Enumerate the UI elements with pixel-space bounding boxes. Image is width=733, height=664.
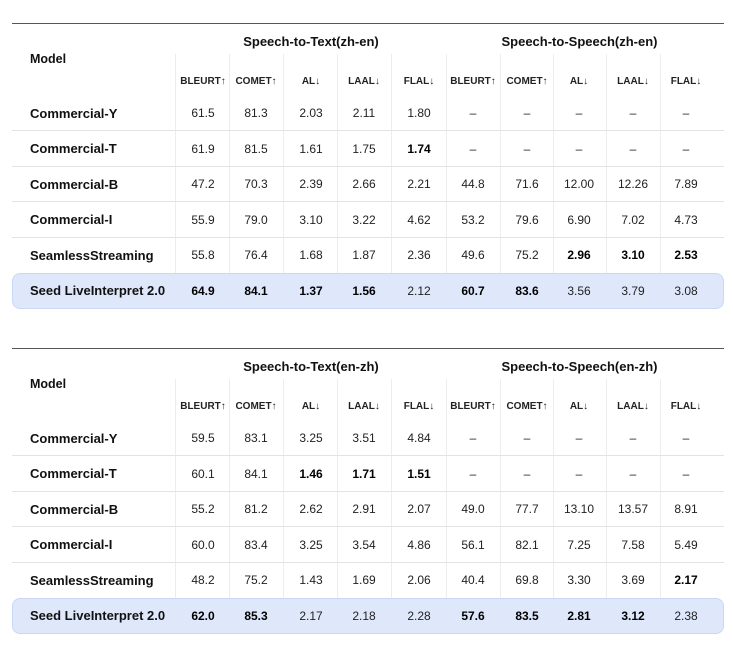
metric-value: 53.2 <box>461 212 485 227</box>
table-row <box>12 599 724 633</box>
metric-value: 79.6 <box>515 212 539 227</box>
metric-value: 2.53 <box>674 248 698 262</box>
group-header-speech-to-speech: Speech-to-Speech(zh-en) <box>501 34 658 49</box>
metric-value: 2.17 <box>674 573 698 587</box>
metric-value: 60.7 <box>461 283 485 298</box>
table-row <box>12 457 724 492</box>
results-table-2 <box>12 348 724 638</box>
metric-header: AL↓ <box>569 75 589 87</box>
model-name: Seed LiveInterpret 2.0 <box>30 608 166 623</box>
metric-value: 2.81 <box>567 608 591 623</box>
metric-value: 2.62 <box>299 502 323 516</box>
metric-value: 40.4 <box>461 573 485 587</box>
metric-value: 81.3 <box>244 106 268 120</box>
metric-value: 62.0 <box>191 608 215 623</box>
group-header-speech-to-speech: Speech-to-Speech(en-zh) <box>501 359 658 374</box>
metric-header: BLEURT↑ <box>450 400 496 412</box>
metric-value: – <box>469 141 477 156</box>
metric-value: – <box>575 431 583 445</box>
table-row <box>12 563 724 597</box>
metric-value: – <box>523 141 531 156</box>
table-row <box>12 528 724 563</box>
metric-value: 55.8 <box>191 248 215 262</box>
table-row <box>12 203 724 238</box>
metric-value: 3.79 <box>621 283 645 298</box>
metric-header: COMET↑ <box>506 400 548 412</box>
metric-value: 4.84 <box>407 431 431 445</box>
metric-value: 1.74 <box>407 141 431 156</box>
model-header: Model <box>30 377 67 391</box>
table-row <box>12 274 724 308</box>
metric-value: 75.2 <box>515 248 539 262</box>
metric-header: FLAL↓ <box>670 75 702 87</box>
metric-value: – <box>575 106 583 120</box>
metric-header: AL↓ <box>301 400 321 412</box>
metric-value: – <box>469 431 477 445</box>
model-name: Commercial-B <box>30 176 119 192</box>
metric-value: – <box>682 141 690 156</box>
metric-value: 7.58 <box>621 537 645 552</box>
metric-value: 75.2 <box>244 573 268 587</box>
metric-value: – <box>523 431 531 445</box>
metric-value: – <box>575 466 583 481</box>
group-header-speech-to-text: Speech-to-Text(zh-en) <box>243 34 379 49</box>
metric-value: – <box>682 431 690 445</box>
metric-header: BLEURT↑ <box>180 400 226 412</box>
metric-value: 3.10 <box>299 212 323 227</box>
metric-value: 59.5 <box>191 431 215 445</box>
model-name: SeamlessStreaming <box>30 572 154 588</box>
metric-value: 13.10 <box>563 502 595 516</box>
metric-value: 55.2 <box>191 502 215 516</box>
metric-value: 3.56 <box>567 283 591 298</box>
model-name: Commercial-I <box>30 537 113 552</box>
metric-value: 1.61 <box>299 141 323 156</box>
model-name: Commercial-I <box>30 212 113 227</box>
table-row <box>12 492 724 527</box>
metric-header: LAAL↓ <box>348 400 380 412</box>
metric-value: 76.4 <box>244 248 268 262</box>
metric-value: 2.07 <box>407 502 431 516</box>
model-name: Commercial-Y <box>30 430 118 446</box>
metric-value: 2.21 <box>407 177 431 191</box>
metric-value: 1.46 <box>299 466 323 481</box>
metric-header: LAAL↓ <box>348 75 380 87</box>
metric-value: 56.1 <box>461 537 485 552</box>
metric-value: 6.90 <box>567 212 591 227</box>
metric-value: 3.08 <box>674 283 698 298</box>
metric-value: 83.4 <box>244 537 268 552</box>
metric-value: 81.2 <box>244 502 268 516</box>
metric-value: 1.37 <box>299 283 323 298</box>
metric-value: 84.1 <box>244 283 268 298</box>
model-header: Model <box>30 52 67 66</box>
metric-value: 4.73 <box>674 212 698 227</box>
metric-value: 3.25 <box>299 537 323 552</box>
metric-value: 4.62 <box>407 212 431 227</box>
metric-value: 70.3 <box>244 177 268 191</box>
metric-value: 3.69 <box>621 573 645 587</box>
metric-header: COMET↑ <box>506 75 548 87</box>
metric-value: 2.28 <box>407 608 431 623</box>
metric-value: 85.3 <box>244 608 268 623</box>
metric-header: COMET↑ <box>235 75 277 87</box>
table-row <box>12 132 724 167</box>
metric-value: 1.56 <box>352 283 376 298</box>
metric-value: 1.43 <box>299 573 323 587</box>
metric-value: 3.12 <box>621 608 645 623</box>
metric-value: 1.75 <box>352 141 376 156</box>
metric-value: 3.54 <box>352 537 376 552</box>
metric-value: 3.51 <box>352 431 376 445</box>
metric-value: 2.38 <box>674 608 698 623</box>
metric-value: 82.1 <box>515 537 539 552</box>
metric-value: 61.9 <box>191 141 215 156</box>
metric-value: 2.11 <box>352 106 376 120</box>
metric-value: 55.9 <box>191 212 215 227</box>
metric-value: – <box>523 106 531 120</box>
metric-value: 49.0 <box>461 502 485 516</box>
metric-value: 12.00 <box>563 177 595 191</box>
metric-value: 4.86 <box>407 537 431 552</box>
metric-header: BLEURT↑ <box>450 75 496 87</box>
metric-value: 2.36 <box>407 248 431 262</box>
metric-header: FLAL↓ <box>670 400 702 412</box>
table-row <box>12 167 724 202</box>
metric-value: 64.9 <box>191 283 215 298</box>
metric-value: 1.87 <box>352 248 376 262</box>
metric-value: 48.2 <box>191 573 215 587</box>
metric-value: 47.2 <box>191 177 215 191</box>
metric-value: 3.22 <box>352 212 376 227</box>
metric-value: 2.91 <box>352 502 376 516</box>
metric-value: 57.6 <box>461 608 485 623</box>
results-table-1 <box>12 23 724 313</box>
metric-header: COMET↑ <box>235 400 277 412</box>
metric-value: 2.18 <box>352 608 376 623</box>
metric-value: – <box>629 106 637 120</box>
metric-value: 12.26 <box>617 177 649 191</box>
group-header-speech-to-text: Speech-to-Text(en-zh) <box>243 359 379 374</box>
metric-header: LAAL↓ <box>617 400 649 412</box>
metric-header: BLEURT↑ <box>180 75 226 87</box>
model-name: SeamlessStreaming <box>30 247 154 263</box>
metric-value: 1.51 <box>407 466 431 481</box>
metric-value: 3.25 <box>299 431 323 445</box>
metric-value: 7.25 <box>567 537 591 552</box>
metric-value: 1.71 <box>352 466 376 481</box>
metric-value: 2.39 <box>299 177 323 191</box>
metric-value: 71.6 <box>515 177 539 191</box>
table-row <box>12 238 724 272</box>
metric-header: LAAL↓ <box>617 75 649 87</box>
metric-value: 77.7 <box>515 502 539 516</box>
metric-value: 2.66 <box>352 177 376 191</box>
metric-value: 1.69 <box>352 573 376 587</box>
metric-value: 60.0 <box>191 537 215 552</box>
metric-value: 44.8 <box>461 177 485 191</box>
metric-value: 7.89 <box>674 177 698 191</box>
metric-value: 1.80 <box>407 106 431 120</box>
metric-value: – <box>682 106 690 120</box>
metric-value: 3.30 <box>567 573 591 587</box>
metric-value: 83.1 <box>244 431 268 445</box>
metric-value: 69.8 <box>515 573 539 587</box>
metric-value: – <box>523 466 531 481</box>
metric-header: AL↓ <box>569 400 589 412</box>
metric-value: – <box>682 466 690 481</box>
metric-value: 49.6 <box>461 248 485 262</box>
model-name: Commercial-T <box>30 466 117 481</box>
table-row <box>12 421 724 456</box>
metric-value: 2.06 <box>407 573 431 587</box>
metric-value: 7.02 <box>621 212 645 227</box>
metric-value: 3.10 <box>621 248 645 262</box>
metric-value: 60.1 <box>191 466 215 481</box>
metric-value: – <box>629 141 637 156</box>
metric-header: FLAL↓ <box>403 75 435 87</box>
model-name: Commercial-B <box>30 501 119 517</box>
metric-value: 1.68 <box>299 248 323 262</box>
metric-header: AL↓ <box>301 75 321 87</box>
metric-value: – <box>469 466 477 481</box>
metric-value: 2.12 <box>407 283 431 298</box>
metric-value: – <box>469 106 477 120</box>
metric-value: – <box>629 431 637 445</box>
model-name: Seed LiveInterpret 2.0 <box>30 283 166 298</box>
metric-value: – <box>629 466 637 481</box>
metric-value: 13.57 <box>617 502 649 516</box>
metric-value: 83.6 <box>515 283 539 298</box>
metric-value: 2.96 <box>567 248 591 262</box>
model-name: Commercial-T <box>30 141 117 156</box>
metric-value: 84.1 <box>244 466 268 481</box>
metric-value: – <box>575 141 583 156</box>
metric-value: 61.5 <box>191 106 215 120</box>
metric-value: 5.49 <box>674 537 698 552</box>
metric-value: 81.5 <box>244 141 268 156</box>
model-name: Commercial-Y <box>30 105 118 121</box>
metric-value: 2.03 <box>299 106 323 120</box>
metric-value: 2.17 <box>299 608 323 623</box>
metric-value: 79.0 <box>244 212 268 227</box>
table-row <box>12 96 724 131</box>
metric-value: 8.91 <box>674 502 698 516</box>
metric-value: 83.5 <box>515 608 539 623</box>
metric-header: FLAL↓ <box>403 400 435 412</box>
